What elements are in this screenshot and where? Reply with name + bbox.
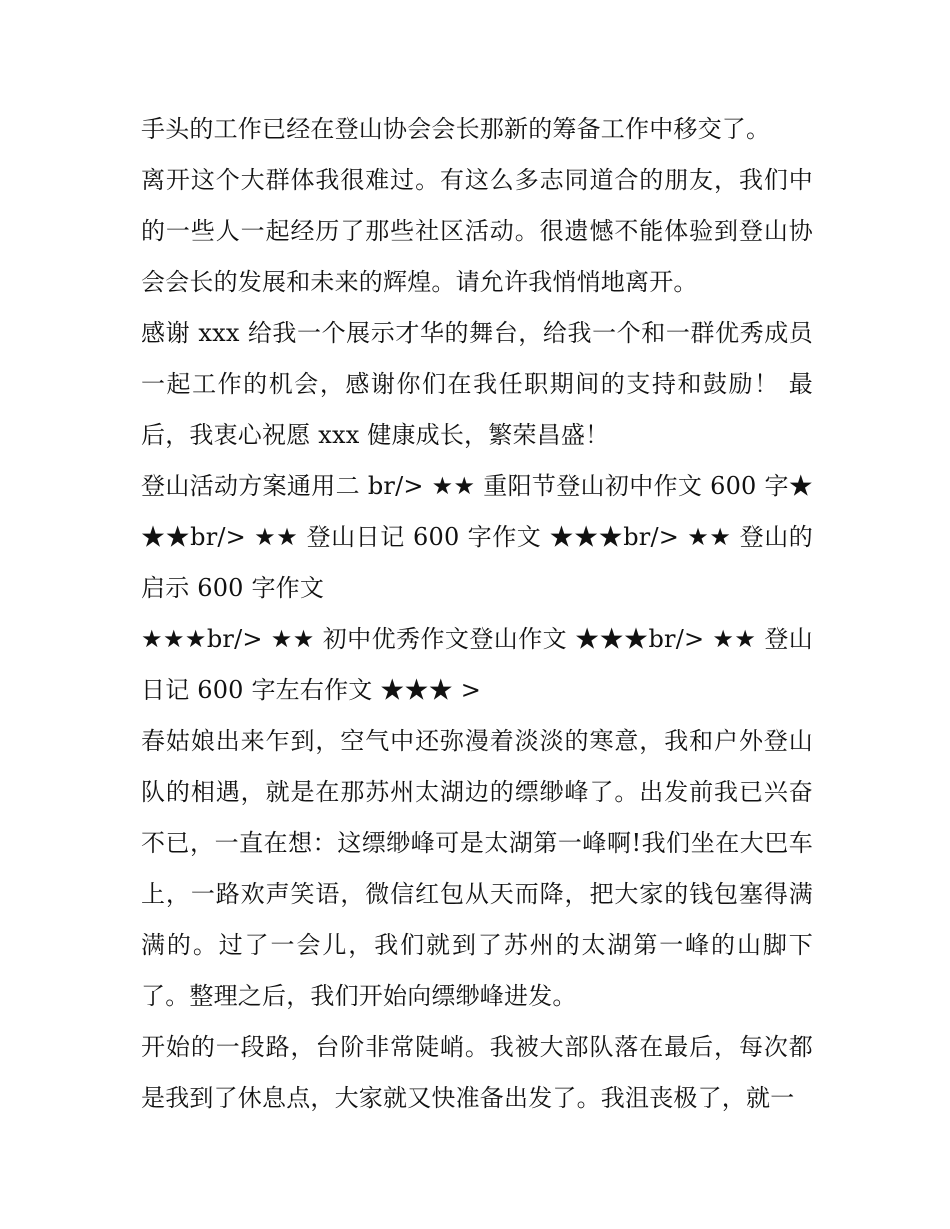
paragraph-thanks: 感谢 xxx 给我一个展示才华的舞台，给我一个和一群优秀成员一起工作的机会，感谢你们在我任职期间的支持和鼓励！ 最后，我衷心祝愿 xxx 健康成长，繁荣昌盛！ [141, 319, 813, 449]
paragraph-related-links-1: 登山活动方案通用二 br/> ★★ 重阳节登山初中作文 600 字★★★br/> ★★ 登山日记 600 字作文 ★★★br/> ★★ 登山的启示 600 字作文 [141, 472, 813, 602]
paragraph-related-links-2: ★★★br/> ★★ 初中优秀作文登山作文 ★★★br/> ★★ 登山日记 600 字左右作文 ★★★ > [141, 625, 813, 704]
document-body [141, 104, 813, 1124]
paragraph-essay-opening: 春姑娘出来乍到，空气中还弥漫着淡淡的寒意，我和户外登山队的相遇，就是在那苏州太湖边的缥缈峰了。出发前我已兴奋不已，一直在想：这缥缈峰可是太湖第一峰啊!我们坐在大巴车上，一路欢声笑语，微信红包从天而降，把大家的钱包塞得满满的。过了一会儿，我们就到了苏州的太湖第一峰的山脚下了。整理之后，我们开始向缥缈峰进发。 [141, 727, 813, 1010]
paragraph-essay-climb: 开始的一段路，台阶非常陡峭。我被大部队落在最后，每次都是我到了休息点，大家就又快准备出发了。我沮丧极了，就一 [141, 1033, 813, 1112]
paragraph-farewell: 离开这个大群体我很难过。有这么多志同道合的朋友，我们中的一些人一起经历了那些社区活动。很遗憾不能体验到登山协会会长的发展和未来的辉煌。请允许我悄悄地离开。 [141, 166, 813, 296]
paragraph-handover: 手头的工作已经在登山协会会长那新的筹备工作中移交了。 [141, 115, 771, 143]
